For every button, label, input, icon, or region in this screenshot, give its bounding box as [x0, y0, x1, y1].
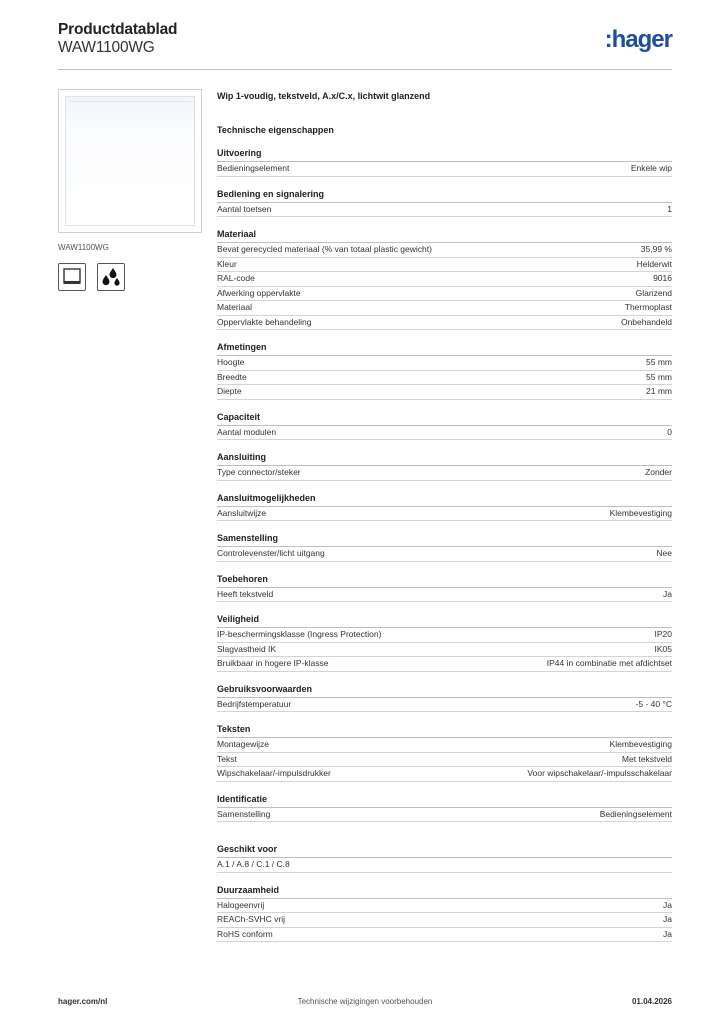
spec-value: Ja: [663, 914, 672, 924]
section-heading: Identificatie: [217, 792, 672, 808]
technical-properties-heading: Technische eigenschappen: [217, 125, 334, 135]
spec-label: Hoogte: [217, 357, 245, 367]
spec-value: Thermoplast: [624, 302, 672, 312]
spacer: [217, 440, 672, 450]
spec-row: [217, 243, 672, 258]
spacer: [217, 822, 672, 842]
suitable-for-rows: [217, 858, 672, 873]
spacer: [217, 602, 672, 612]
spec-row: [217, 356, 672, 371]
spec-row: [217, 698, 672, 713]
spec-value: Enkele wip: [630, 163, 672, 173]
product-image: [58, 89, 202, 233]
spec-value: 35,99 %: [640, 244, 672, 254]
spec-label: Bevat gerecycled materiaal (% van totaal plastic gewicht): [217, 244, 432, 254]
section-heading: Materiaal: [217, 227, 672, 243]
spec-label: Aantal toetsen: [217, 203, 272, 214]
website-link[interactable]: hager.com/nl: [58, 997, 108, 1006]
section-heading: Gebruiksvoorwaarden: [217, 682, 672, 698]
sustainability-rows: [217, 899, 672, 943]
spec-label: Wipschakelaar/-impulsdrukker: [217, 768, 331, 778]
spec-row: [217, 272, 672, 287]
spec-value: -5 - 40 °C: [635, 698, 672, 709]
spec-label: Breedte: [217, 371, 247, 382]
spec-row: [217, 808, 672, 823]
spec-row: [217, 928, 672, 943]
spacer: [217, 782, 672, 792]
section-heading: Bediening en signalering: [217, 187, 672, 203]
spec-row: [217, 287, 672, 302]
spec-value: Zonder: [645, 467, 672, 477]
spec-value: Onbehandeld: [620, 316, 672, 327]
spec-label: Oppervlakte behandeling: [217, 316, 312, 327]
spec-label: Materiaal: [217, 302, 252, 312]
spec-row: [217, 738, 672, 753]
spec-row: [217, 753, 672, 768]
section-heading: Uitvoering: [217, 146, 672, 162]
spec-label: Diepte: [217, 386, 242, 396]
spec-row: [217, 767, 672, 782]
section-heading: Samenstelling: [217, 531, 672, 547]
spec-label: A.1 / A.8 / C.1 / C.8: [217, 859, 290, 869]
label-field-outline: [69, 101, 191, 102]
page-footer: [58, 997, 672, 1011]
spec-row: [217, 466, 672, 481]
spec-label: Aantal modulen: [217, 426, 277, 437]
spec-row: [217, 426, 672, 441]
spec-row: [217, 858, 672, 873]
print-date: 01.04.2026: [631, 997, 672, 1006]
page-title: Productdatablad: [58, 21, 178, 38]
spec-value: IP20: [654, 629, 672, 639]
spec-label: Heeft tekstveld: [217, 588, 274, 599]
spec-row: [217, 316, 672, 331]
spec-row: [217, 588, 672, 603]
spec-row: [217, 385, 672, 400]
spec-label: REACh-SVHC vrij: [217, 914, 286, 924]
spec-label: Kleur: [217, 258, 237, 269]
spec-label: Bruikbaar in hogere IP-klasse: [217, 658, 329, 668]
spacer: [217, 562, 672, 572]
spec-value: 55 mm: [646, 357, 672, 367]
spec-label: Controlevenster/licht uitgang: [217, 548, 325, 558]
spec-label: IP-beschermingsklasse (Ingress Protection): [217, 629, 382, 639]
rocker-switch-image: [65, 96, 195, 226]
spec-row: [217, 507, 672, 522]
specifications: [217, 91, 672, 942]
spec-label: Montagewijze: [217, 739, 269, 749]
spec-row: [217, 628, 672, 643]
spec-label: RoHS conform: [217, 928, 273, 939]
spacer: [217, 217, 672, 227]
spec-value: Ja: [663, 928, 672, 939]
spec-row: [217, 657, 672, 672]
spacer: [217, 400, 672, 410]
section-heading: Aansluiting: [217, 450, 672, 466]
spec-row: [217, 258, 672, 273]
spec-label: Bedieningselement: [217, 163, 290, 173]
section-heading: Veiligheid: [217, 612, 672, 628]
spec-row: [217, 301, 672, 316]
header-divider: [58, 69, 672, 70]
spec-value: IK05: [654, 643, 672, 654]
spec-label: Halogeenvrij: [217, 899, 265, 910]
spec-label: Afwerking oppervlakte: [217, 287, 301, 298]
spec-value: Glanzend: [635, 287, 672, 298]
disclaimer: Technische wijzigingen voorbehouden: [297, 997, 433, 1006]
spec-value: Ja: [663, 588, 672, 599]
spec-value: 1: [667, 203, 672, 214]
product-reference: WAW1100WG: [58, 39, 155, 56]
section-heading: Toebehoren: [217, 572, 672, 588]
spec-value: 0: [667, 426, 672, 437]
spec-value: 55 mm: [646, 371, 672, 382]
spec-label: Tekst: [217, 753, 237, 764]
spacer: [217, 873, 672, 883]
section-heading: Afmetingen: [217, 340, 672, 356]
section-heading: Teksten: [217, 722, 672, 738]
spacer: [217, 177, 672, 187]
spec-label: Samenstelling: [217, 808, 271, 819]
spec-label: RAL-code: [217, 273, 255, 283]
spec-value: Bedieningselement: [599, 808, 672, 819]
spec-label: Type connector/steker: [217, 467, 301, 477]
spec-row: [217, 371, 672, 386]
section-heading: Aansluitmogelijkheden: [217, 491, 672, 507]
spec-label: Aansluitwijze: [217, 507, 267, 518]
spec-value: Klembevestiging: [609, 507, 672, 518]
spec-row: [217, 899, 672, 914]
spec-value: Ja: [663, 899, 672, 910]
spec-row: [217, 547, 672, 562]
spacer: [217, 521, 672, 531]
hager-logo: :hager: [604, 26, 672, 53]
spec-row: [217, 913, 672, 928]
spacer: [217, 481, 672, 491]
spec-value: 21 mm: [646, 386, 672, 396]
spacer: [217, 712, 672, 722]
spacer: [217, 672, 672, 682]
water-drops-icon: [97, 263, 125, 291]
spec-label: Slagvastheid IK: [217, 643, 277, 654]
spec-label: Bedrijfstemperatuur: [217, 698, 292, 709]
spec-value: Klembevestiging: [609, 739, 672, 749]
spacer: [217, 330, 672, 340]
spec-row: [217, 162, 672, 177]
product-image-caption: WAW1100WG: [58, 243, 109, 252]
spec-value: Nee: [656, 548, 672, 558]
spec-row: [217, 203, 672, 218]
sustainability-heading: Duurzaamheid: [217, 883, 672, 899]
page-header: [58, 20, 672, 70]
spec-value: Voor wipschakelaar/-impulsschakelaar: [527, 768, 672, 778]
spec-value: IP44 in combinatie met afdichtset: [546, 658, 672, 668]
surface-mount-frame-icon: [58, 263, 86, 291]
spec-value: Met tekstveld: [621, 753, 672, 764]
spec-sections: [217, 146, 672, 822]
spec-value: Helderwit: [636, 258, 672, 269]
section-heading: Capaciteit: [217, 410, 672, 426]
spec-row: [217, 643, 672, 658]
suitable-for-heading: Geschikt voor: [217, 842, 672, 858]
spec-value: 9016: [653, 273, 672, 283]
product-description: Wip 1-voudig, tekstveld, A.x/C.x, lichtwit glanzend: [217, 91, 431, 101]
